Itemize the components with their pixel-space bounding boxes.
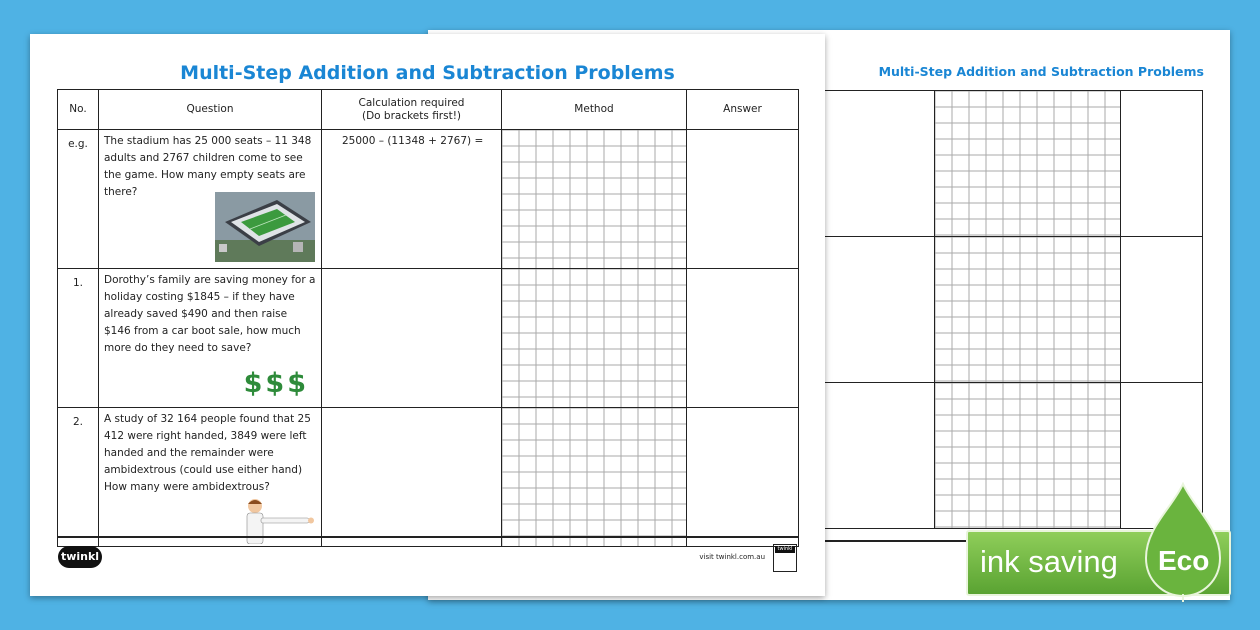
row-number: 1. [58,269,99,408]
back-cell [823,383,935,529]
footer-rule [57,536,798,538]
question-cell [99,269,322,408]
back-answer-cell [1121,237,1203,383]
back-method-table [822,90,1203,529]
front-worksheet-page [30,34,825,596]
eco-badge-text: Eco [1158,545,1210,576]
quality-badge-icon [773,544,797,572]
badge-text: twinkl [775,546,795,553]
column-header-number: No. [58,90,99,130]
question-cell [99,408,322,547]
page-title: Multi-Step Addition and Subtraction Problems [180,62,675,84]
calculation-cell[interactable] [322,408,502,547]
back-page-title: Multi-Step Addition and Subtraction Problems [878,64,1204,79]
question-cell [99,130,322,269]
column-header-calculation: Calculation required (Do brackets first!) [322,90,502,130]
back-cell [823,91,935,237]
calculation-cell[interactable] [322,269,502,408]
ink-saving-label: ink saving [980,544,1118,579]
table-row [58,408,799,547]
visit-link-text: visit twinkl.com.au [699,553,765,561]
table-row [58,130,799,269]
back-grid-cell [935,91,1121,237]
eco-leaf-drop-icon [1142,482,1224,602]
column-header-question: Question [99,90,322,130]
row-number: e.g. [58,130,99,269]
back-answer-cell [1121,91,1203,237]
method-grid[interactable] [502,130,687,269]
problems-table [57,89,799,547]
back-cell [823,237,935,383]
dollar-signs: $$$ [243,368,309,399]
column-header-answer: Answer [687,90,799,130]
method-grid[interactable] [502,408,687,547]
answer-cell[interactable] [687,269,799,408]
stadium-picture [215,192,315,262]
back-grid-cell [935,383,1121,529]
twinkl-logo: twinkl [58,546,102,568]
question-text: The stadium has 25 000 seats – 11 348 adults and 2767 children come to see the game. How many empty seats are there? [104,135,312,198]
question-text: Dorothy’s family are saving money for a holiday costing $1845 – if they have already saved $490 and then raise $146 from a car boot sale, how much more do they need to save? [104,274,316,354]
row-number: 2. [58,408,99,547]
calculation-cell: 25000 – (11348 + 2767) = [322,130,502,269]
answer-cell[interactable] [687,408,799,547]
column-header-method: Method [502,90,687,130]
table-row [58,269,799,408]
question-text: A study of 32 164 people found that 25 412 were right handed, 3849 were left handed and the remainder were ambidextrous (could use either hand) How many were ambidextrous? [104,413,311,493]
answer-cell[interactable] [687,130,799,269]
header-row [58,90,799,130]
method-grid[interactable] [502,269,687,408]
back-grid-cell [935,237,1121,383]
